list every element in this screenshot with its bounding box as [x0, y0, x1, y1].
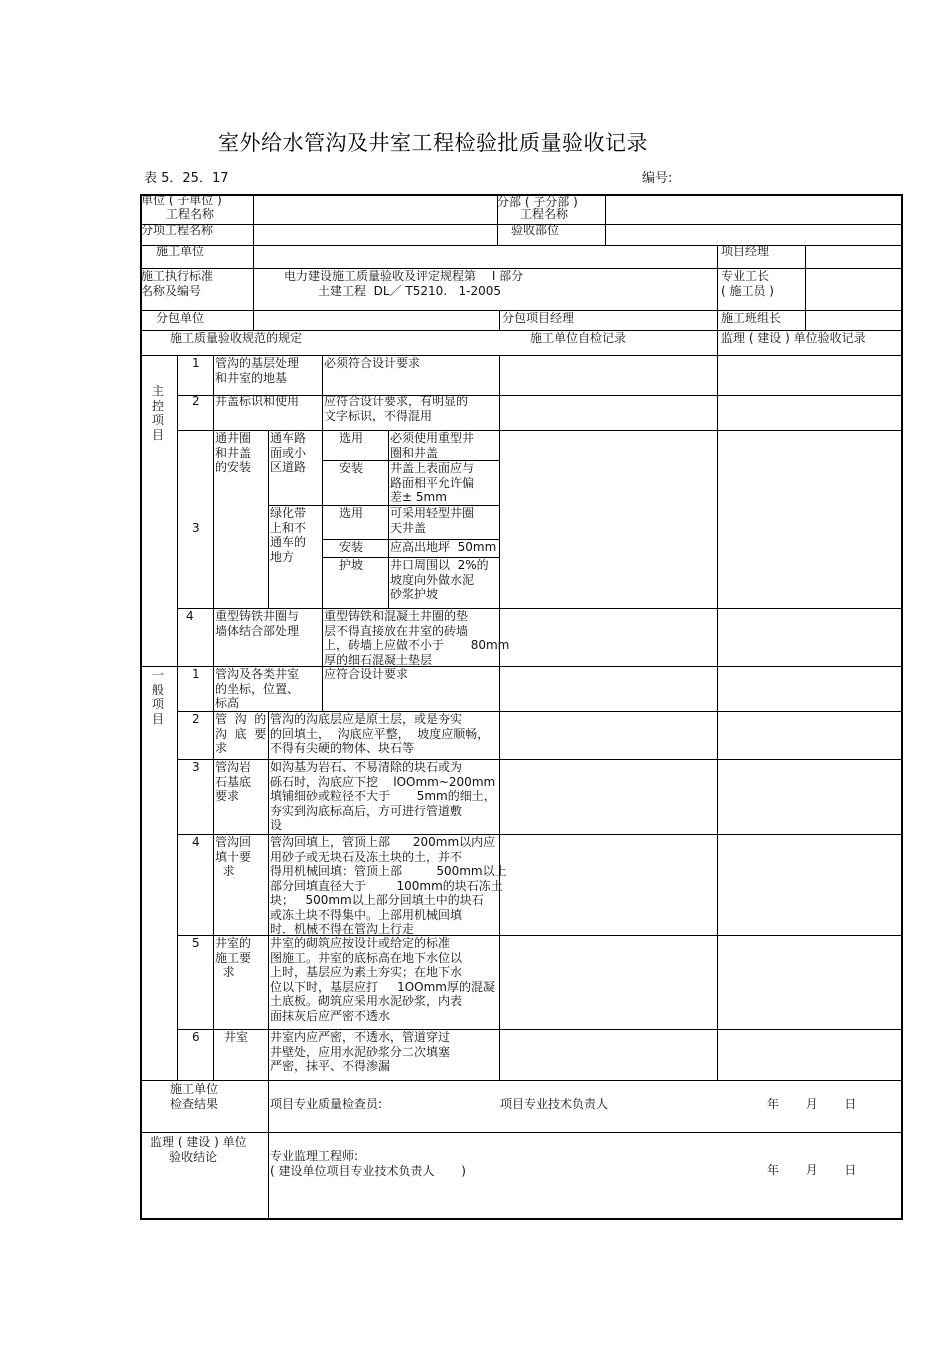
general-item-1-no: 1: [192, 667, 200, 681]
project-manager-label: 项目经理: [721, 244, 770, 258]
main-item-3-row-3-key: 选用: [339, 506, 364, 520]
main-item-4-req: 重型铸铁和混凝土井圈的垫 层不得直接放在井室的砖墙 上，砖墙上应做不小于 80mm 厚的细石混凝土垫层: [324, 609, 510, 667]
general-item-3-req: 如沟基为岩石、不易清除的块石或为 砾石时，沟底应下挖 lOOmm~200mm 填铺细砂或粒径不大于 5mm的细土， 夯实到沟底标高后，方可进行管道敷 设: [270, 760, 496, 832]
standard-text: 电力建设施工质量验收及评定规程第 I 部分: [284, 269, 524, 283]
main-item-1-no: 1: [192, 356, 200, 370]
supervisor-engineer-text: 专业监理工程师: ( 建设单位项目专业技术负责人 ): [270, 1149, 466, 1178]
general-item-6-name: 井室: [224, 1030, 249, 1044]
foreman-label-2: ( 施工员 ): [721, 284, 774, 298]
general-item-5-name: 井室的 施工要 求: [215, 936, 252, 979]
accept-part-label: 验收部位: [511, 223, 560, 237]
general-item-2-req: 管沟的沟底层应是原土层，或是夯实 的回填土， 沟底应平整， 坡度应顺畅， 不得有尖硬的物体、块石等: [270, 712, 490, 755]
main-item-3-row-4-key: 安装: [339, 540, 364, 554]
supervisor-conclusion-label: 监理 ( 建设 ) 单位 验收结论: [150, 1135, 247, 1164]
team-leader-label: 施工班组长: [721, 311, 782, 325]
main-item-3-road-a: 通车路 面或小 区道路: [270, 431, 307, 474]
construct-unit-label: 施工单位: [156, 244, 205, 258]
main-item-1-name: 管沟的基层处理 和井室的地基: [215, 356, 300, 385]
general-items-label: 一 般 项 目: [152, 668, 165, 726]
standard-label-2: 名称及编号: [141, 284, 202, 298]
main-item-4-no: 4: [186, 609, 194, 623]
foreman-label: 专业工长: [721, 269, 770, 283]
general-item-5-no: 5: [192, 936, 200, 950]
general-item-2-name: 管 沟 的 沟 底 要 求: [215, 712, 267, 755]
general-item-4-req: 管沟回填上，管顶上部 200mm以内应 用砂子或无块石及冻土块的土，并不 得用机械回填：管顶上部 500mm以上 部分回填直径大于 100mm的块石冻土 块； 500mm以上部分回填土中的块石 或冻土块不得集中。上部用机械回填 时．机械不得在管沟上行走: [270, 835, 507, 936]
sub-name-label: 分部 ( 子分部 ): [497, 195, 578, 209]
general-item-3-name: 管沟岩 石基底 要求: [215, 760, 252, 803]
main-item-2-req: 应符合设计要求，有明显的 文字标识，不得混用: [324, 394, 469, 423]
tech-head-label: 项目专业技术负责人: [500, 1097, 609, 1111]
supervisor-column-header: 监理 ( 建设 ) 单位验收记录: [721, 331, 866, 345]
general-item-1-name: 管沟及各类井室 的坐标，位置、 标高: [215, 667, 300, 710]
sub-name-label-2: 工程名称: [520, 207, 569, 221]
general-item-4-no: 4: [192, 835, 200, 849]
general-item-1-req: 应符合设计要求: [324, 667, 409, 681]
general-item-3-no: 3: [192, 760, 200, 774]
unit-name-label: 单位 ( 子单位 ): [141, 193, 222, 207]
main-item-3-row-2-val: 井盖上表面应与 路面相平允许偏 差± 5mm: [390, 461, 475, 504]
main-item-3-row-1-key: 选用: [339, 431, 364, 445]
standard-label: 施工执行标准: [141, 269, 214, 283]
unit-name-label-2: 工程名称: [166, 207, 215, 221]
subcontract-unit-label: 分包单位: [156, 311, 205, 325]
qc-inspector-label: 项目专业质量检查员:: [270, 1097, 383, 1111]
subcontract-pm-label: 分包项目经理: [502, 311, 575, 325]
page-title: 室外给水管沟及井室工程检验批质量验收记录: [218, 131, 648, 155]
main-control-label: 主 控 项 目: [152, 384, 165, 442]
record-number-label: 编号:: [642, 171, 673, 186]
general-item-4-name: 管沟回 填十要 求: [215, 835, 252, 878]
general-item-2-no: 2: [192, 712, 200, 726]
supervisor-date: 年 月 日: [767, 1163, 857, 1177]
main-item-3-row-1-val: 必须使用重型井 圈和井盖: [390, 431, 475, 460]
item-name-label: 分项工程名称: [141, 223, 214, 237]
standard-text-2: 土建工程 DL／ T5210. 1-2005: [318, 284, 502, 298]
main-item-3-row-2-key: 安装: [339, 461, 364, 475]
main-item-3-road-b: 绿化带 上和不 通车的 地方: [270, 506, 307, 564]
main-item-1-req: 必须符合设计要求: [324, 356, 421, 370]
general-item-5-req: 井室的砌筑应按设计或给定的标准 图施工。井室的底标高在地下水位以 上时，基层应为素土夯实；在地下水 位以下时，基层应打 1OOmm厚的混凝 土底板。砌筑应采用水泥砂浆，内表 面抹灰后应严密不透水: [270, 936, 495, 1023]
self-check-column-header: 施工单位自检记录: [530, 331, 627, 345]
main-item-2-no: 2: [192, 394, 200, 408]
general-item-6-req: 井室内应严密，不透水，管道穿过 井壁处，应用水泥砂浆分二次填塞 严密，抹平、不得渗漏: [270, 1030, 451, 1073]
spec-column-header: 施工质量验收规范的规定: [170, 331, 303, 345]
main-item-3-row-4-val: 应高出地坪 50mm: [390, 540, 497, 554]
construction-check-label: 施工单位 检查结果: [170, 1082, 219, 1111]
main-item-3-row-5-val: 井口周围以 2%的 坡度向外做水泥 砂浆护坡: [390, 558, 489, 601]
main-item-3-name: 通井圈 和井盖 的安装: [215, 431, 252, 474]
general-item-6-no: 6: [192, 1030, 200, 1044]
main-item-4-name: 重型铸铁井圈与 墙体结合部处理: [215, 609, 300, 638]
main-item-3-row-3-val: 可采用轻型井圈 天井盖: [390, 506, 475, 535]
check-date: 年 月 日: [767, 1097, 857, 1111]
main-item-3-row-5-key: 护坡: [339, 558, 364, 572]
main-item-2-name: 井盖标识和使用: [215, 394, 300, 408]
table-number: 表 5．25．17: [144, 171, 229, 186]
main-item-3-no: 3: [192, 521, 200, 535]
